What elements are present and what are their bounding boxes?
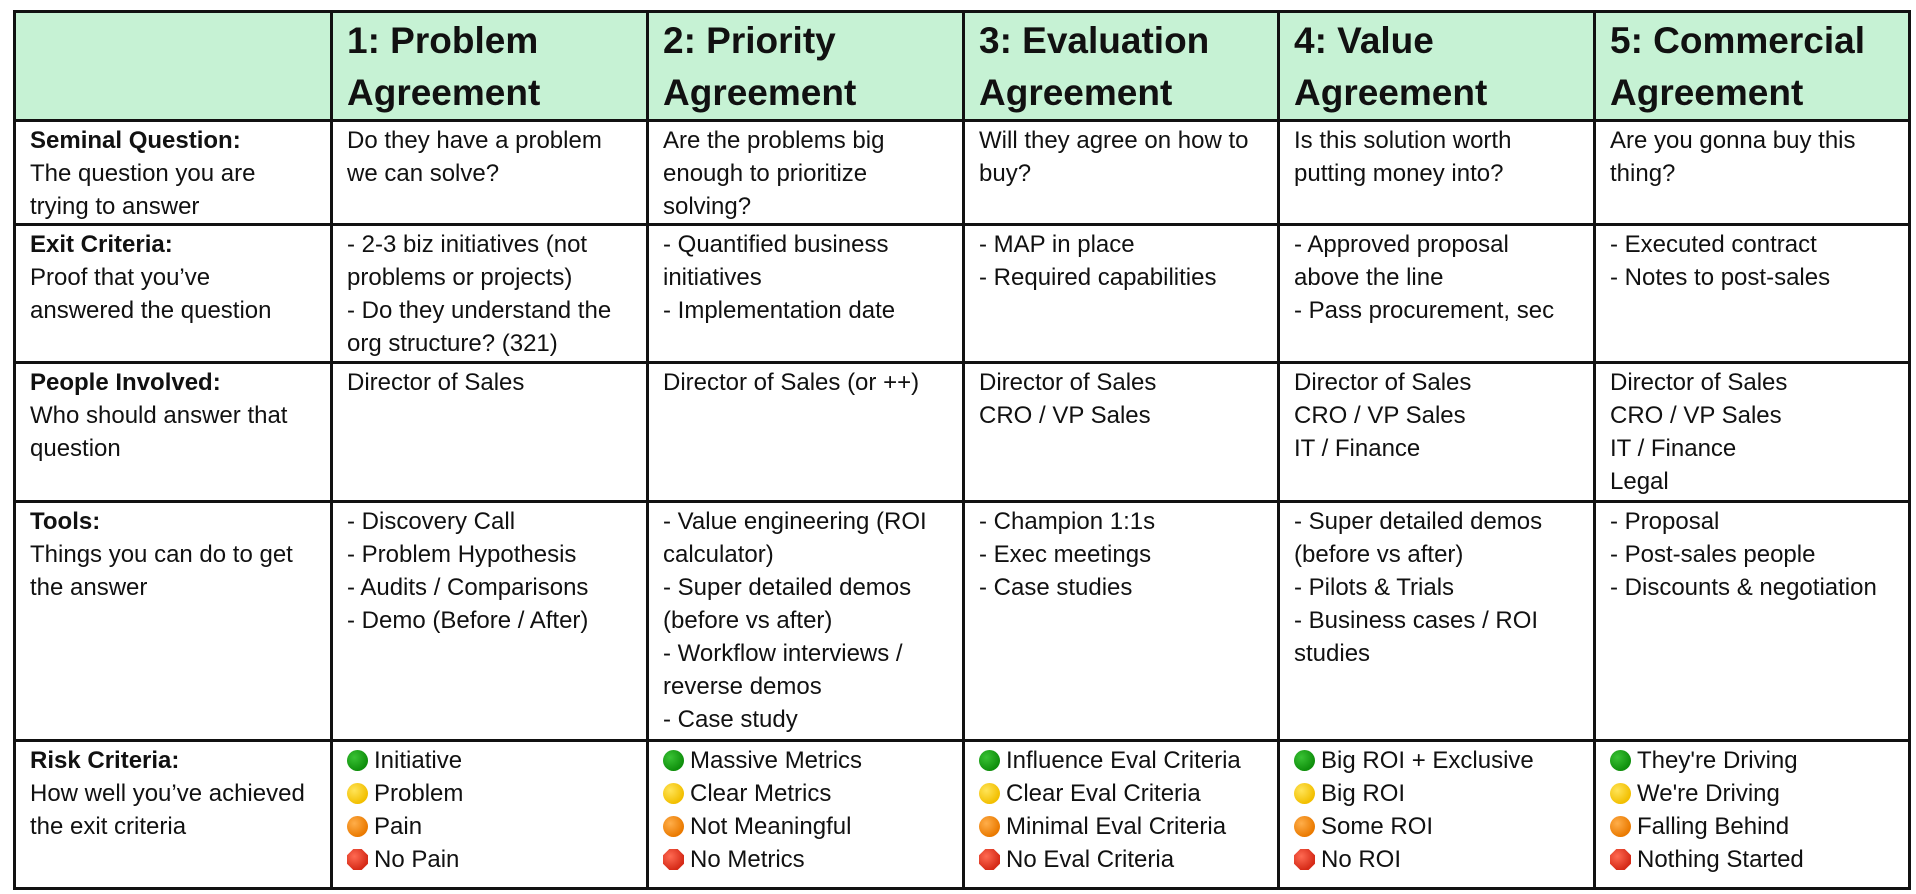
table-cell — [1595, 121, 1910, 225]
cell-line: - Do they understand the org structure? (321) — [347, 297, 612, 357]
row-title: Seminal Question: — [30, 127, 241, 154]
table-cell — [1279, 121, 1595, 225]
cell-line: Is this solution worth putting money into? — [1294, 127, 1512, 187]
risk-label: Clear Metrics — [690, 780, 832, 807]
cell-line: Director of Sales — [1294, 369, 1472, 396]
risk-indicator — [1610, 777, 1894, 810]
risk-indicator — [663, 744, 948, 777]
risk-label: Influence Eval Criteria — [1006, 747, 1241, 774]
table-cell — [648, 741, 964, 889]
cell-line: Director of Sales — [347, 369, 525, 396]
cell-line: - Super detailed demos (before vs after) — [663, 574, 912, 634]
table-cell — [964, 502, 1279, 741]
table-cell — [964, 741, 1279, 889]
red-stop-icon — [663, 849, 684, 870]
cell-line: - Required capabilities — [979, 264, 1217, 291]
row-title: Tools: — [30, 508, 101, 535]
risk-label: They're Driving — [1637, 747, 1798, 774]
cell-line: - Pilots & Trials — [1294, 574, 1455, 601]
table-cell — [1595, 741, 1910, 889]
orange-circle-icon — [1294, 816, 1315, 837]
risk-indicator — [347, 810, 632, 843]
cell-line: Are the problems big enough to prioritize solving? — [663, 127, 885, 220]
sales-stages-table — [13, 10, 1911, 890]
risk-label: No ROI — [1321, 846, 1402, 873]
cell-line: - Problem Hypothesis — [347, 541, 577, 568]
risk-label: Big ROI — [1321, 780, 1406, 807]
header-row — [15, 12, 1910, 121]
cell-line: - Case studies — [979, 574, 1133, 601]
row-description: Proof that you’ve answered the question — [30, 264, 272, 324]
orange-circle-icon — [979, 816, 1000, 837]
row-description: How well you’ve achieved the exit criteria — [30, 780, 305, 840]
cell-line: CRO / VP Sales — [979, 402, 1151, 429]
risk-indicator — [1610, 744, 1894, 777]
header-commercial-agreement: 5: Commercial Agreement — [1595, 12, 1910, 121]
table-cell — [1279, 741, 1595, 889]
risk-indicator — [347, 777, 632, 810]
cell-line: - Champion 1:1s — [979, 508, 1156, 535]
risk-indicator — [347, 843, 632, 876]
cell-line: Director of Sales (or ++) — [663, 369, 920, 396]
cell-line: Legal — [1610, 468, 1669, 495]
risk-indicator — [1294, 777, 1579, 810]
cell-line: CRO / VP Sales — [1294, 402, 1466, 429]
table-cell — [332, 225, 648, 363]
risk-indicator — [347, 744, 632, 777]
risk-label: Problem — [374, 780, 464, 807]
risk-indicator — [1610, 843, 1894, 876]
cell-line: - Approved proposal above the line — [1294, 231, 1509, 291]
table-cell — [1279, 225, 1595, 363]
table-cell — [332, 363, 648, 502]
yellow-circle-icon — [1610, 783, 1631, 804]
row-header-cell — [15, 225, 332, 363]
row-exit-criteria — [15, 225, 1910, 363]
cell-line: - Workflow interviews / reverse demos — [663, 640, 903, 700]
cell-line: Will they agree on how to buy? — [979, 127, 1249, 187]
cell-line: - Exec meetings — [979, 541, 1152, 568]
table-cell — [1595, 225, 1910, 363]
red-stop-icon — [347, 849, 368, 870]
risk-label: No Eval Criteria — [1006, 846, 1175, 873]
table-cell — [332, 121, 648, 225]
row-header-cell — [15, 363, 332, 502]
risk-indicator — [1294, 744, 1579, 777]
risk-indicator — [663, 777, 948, 810]
risk-label: Initiative — [374, 747, 463, 774]
risk-indicator — [663, 810, 948, 843]
cell-line: - Value engineering (ROI calculator) — [663, 508, 927, 568]
risk-label: Some ROI — [1321, 813, 1434, 840]
row-title: People Involved: — [30, 369, 221, 396]
corner-cell — [15, 12, 332, 121]
row-risk-criteria — [15, 741, 1910, 889]
row-description: Things you can do to get the answer — [30, 541, 293, 601]
risk-label: Big ROI + Exclusive — [1321, 747, 1534, 774]
cell-line: - Business cases / ROI studies — [1294, 607, 1539, 667]
cell-line: Director of Sales — [1610, 369, 1788, 396]
cell-line: - MAP in place — [979, 231, 1135, 258]
row-header-cell — [15, 741, 332, 889]
cell-line: Do they have a problem we can solve? — [347, 127, 602, 187]
risk-label: Nothing Started — [1637, 846, 1804, 873]
risk-label: Minimal Eval Criteria — [1006, 813, 1227, 840]
risk-label: Clear Eval Criteria — [1006, 780, 1201, 807]
cell-line: IT / Finance — [1294, 435, 1421, 462]
header-value-agreement: 4: Value Agreement — [1279, 12, 1595, 121]
cell-line: - Pass procurement, sec — [1294, 297, 1555, 324]
row-title: Risk Criteria: — [30, 747, 180, 774]
cell-line: - Case study — [663, 706, 798, 733]
cell-line: - Quantified business initiatives — [663, 231, 889, 291]
risk-indicator — [979, 810, 1263, 843]
table-cell — [1279, 363, 1595, 502]
cell-line: - Super detailed demos (before vs after) — [1294, 508, 1543, 568]
row-title: Exit Criteria: — [30, 231, 173, 258]
green-circle-icon — [979, 750, 1000, 771]
risk-indicator — [663, 843, 948, 876]
table-cell — [648, 502, 964, 741]
cell-line: Are you gonna buy this thing? — [1610, 127, 1856, 187]
risk-label: We're Driving — [1637, 780, 1780, 807]
cell-line: - Proposal — [1610, 508, 1720, 535]
cell-line: - Audits / Comparisons — [347, 574, 589, 601]
row-seminal-question — [15, 121, 1910, 225]
green-circle-icon — [347, 750, 368, 771]
red-stop-icon — [1610, 849, 1631, 870]
cell-line: - Demo (Before / After) — [347, 607, 589, 634]
yellow-circle-icon — [1294, 783, 1315, 804]
table-cell — [648, 121, 964, 225]
risk-indicator — [1294, 810, 1579, 843]
cell-line: - 2-3 biz initiatives (not problems or projects) — [347, 231, 588, 291]
risk-label: Falling Behind — [1637, 813, 1790, 840]
row-tools — [15, 502, 1910, 741]
row-description: Who should answer that question — [30, 402, 288, 462]
cell-line: IT / Finance — [1610, 435, 1737, 462]
table-cell — [964, 225, 1279, 363]
table-cell — [648, 225, 964, 363]
table-cell — [1595, 502, 1910, 741]
cell-line: - Discounts & negotiation — [1610, 574, 1877, 601]
risk-indicator — [1610, 810, 1894, 843]
risk-indicator — [1294, 843, 1579, 876]
table-cell — [964, 121, 1279, 225]
cell-line: - Implementation date — [663, 297, 896, 324]
header-evaluation-agreement: 3: Evaluation Agreement — [964, 12, 1279, 121]
row-people-involved — [15, 363, 1910, 502]
row-header-cell — [15, 502, 332, 741]
header-problem-agreement: 1: Problem Agreement — [332, 12, 648, 121]
yellow-circle-icon — [347, 783, 368, 804]
risk-label: No Pain — [374, 846, 460, 873]
table-cell — [332, 502, 648, 741]
risk-label: Not Meaningful — [690, 813, 852, 840]
table-cell — [964, 363, 1279, 502]
cell-line: - Discovery Call — [347, 508, 516, 535]
cell-line: - Notes to post-sales — [1610, 264, 1831, 291]
red-stop-icon — [979, 849, 1000, 870]
risk-indicator — [979, 843, 1263, 876]
green-circle-icon — [1610, 750, 1631, 771]
cell-line: CRO / VP Sales — [1610, 402, 1782, 429]
risk-label: Massive Metrics — [690, 747, 863, 774]
orange-circle-icon — [347, 816, 368, 837]
red-stop-icon — [1294, 849, 1315, 870]
risk-label: Pain — [374, 813, 423, 840]
row-header-cell — [15, 121, 332, 225]
risk-indicator — [979, 777, 1263, 810]
table-cell — [1279, 502, 1595, 741]
header-priority-agreement: 2: Priority Agreement — [648, 12, 964, 121]
risk-label: No Metrics — [690, 846, 805, 873]
orange-circle-icon — [663, 816, 684, 837]
yellow-circle-icon — [979, 783, 1000, 804]
orange-circle-icon — [1610, 816, 1631, 837]
cell-line: - Executed contract — [1610, 231, 1817, 258]
cell-line: - Post-sales people — [1610, 541, 1816, 568]
green-circle-icon — [663, 750, 684, 771]
cell-line: Director of Sales — [979, 369, 1157, 396]
yellow-circle-icon — [663, 783, 684, 804]
table-cell — [648, 363, 964, 502]
row-description: The question you are trying to answer — [30, 160, 256, 220]
risk-indicator — [979, 744, 1263, 777]
green-circle-icon — [1294, 750, 1315, 771]
table-cell — [332, 741, 648, 889]
table-cell — [1595, 363, 1910, 502]
